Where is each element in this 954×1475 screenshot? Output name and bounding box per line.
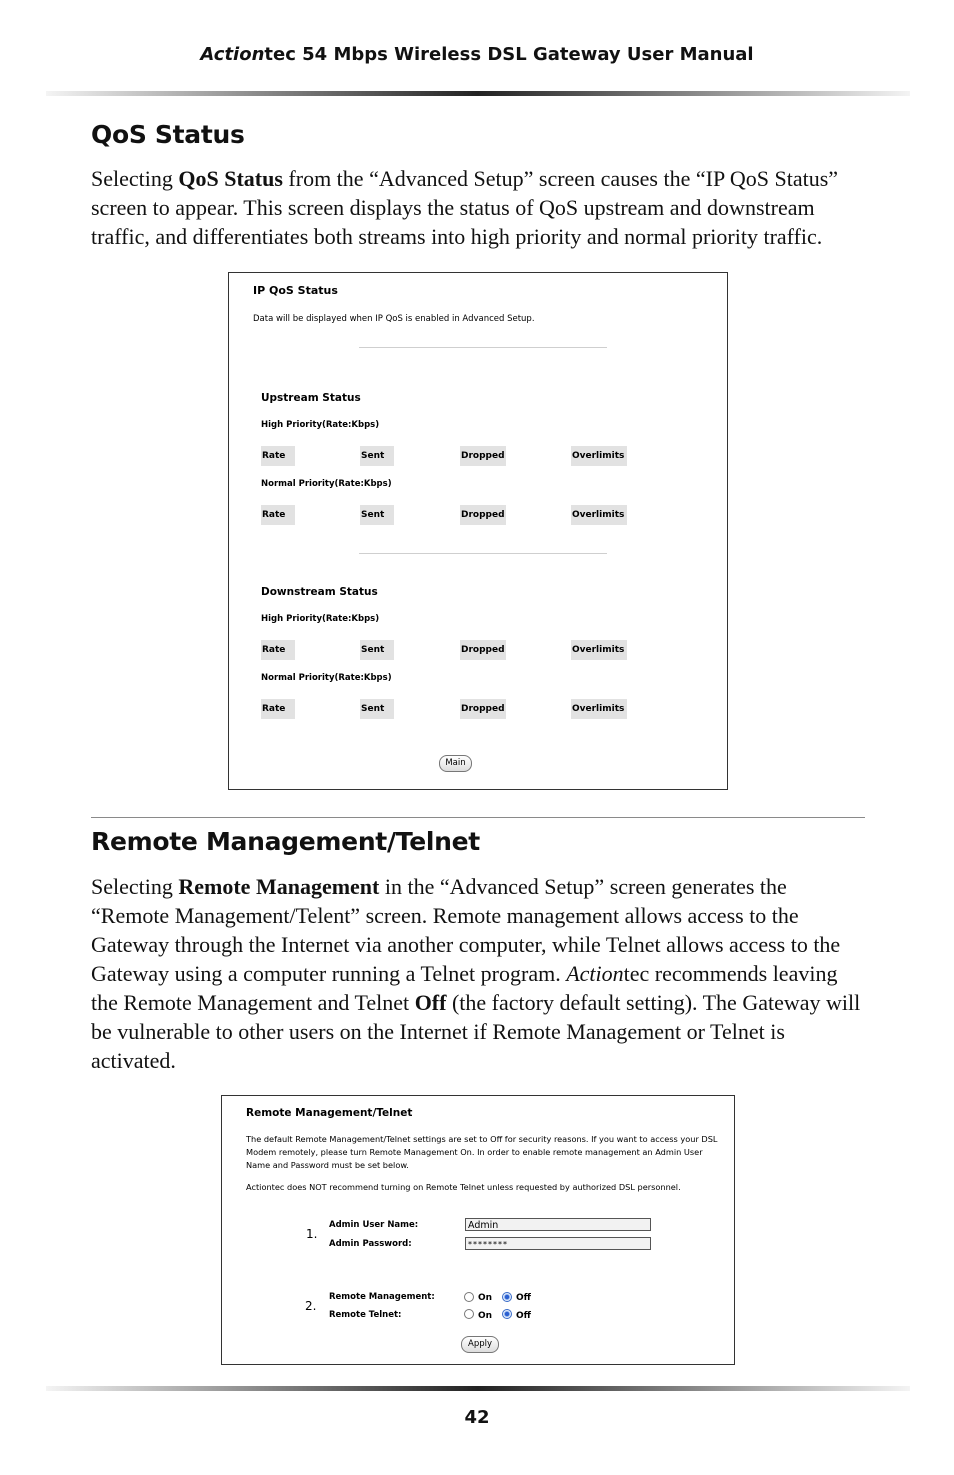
running-header: Actiontec 54 Mbps Wireless DSL Gateway User Manual xyxy=(200,44,754,65)
qos-status-heading: QoS Status xyxy=(91,120,245,149)
qos-status-paragraph: Selecting QoS Status from the “Advanced Setup” screen causes the “IP QoS Status” screen to appear. This screen displays the status of QoS upstream and downstream traffic, and differentiates both streams into high priority and normal priority traffic. xyxy=(91,166,839,249)
upstream-high-dropped: Dropped xyxy=(460,446,506,466)
downstream-high-rate: Rate xyxy=(261,640,295,660)
header-rule xyxy=(46,91,910,96)
qos-screen-title: IP QoS Status xyxy=(253,284,338,297)
remote-screen-title: Remote Management/Telnet xyxy=(246,1107,413,1119)
apply-button[interactable]: Apply xyxy=(461,1336,499,1353)
downstream-normal-label: Normal Priority(Rate:Kbps) xyxy=(261,673,392,683)
remote-note-2: Actiontec does NOT recommend turning on Remote Telnet unless requested by authorized DSL personnel. xyxy=(246,1182,681,1192)
downstream-normal-rate: Rate xyxy=(261,699,295,719)
admin-user-input[interactable]: Admin xyxy=(465,1218,651,1231)
remote-note-1: The default Remote Management/Telnet settings are set to Off for security reasons. If you want to access your DSL Modem remotely, please turn Remote Management On. In order to enable remote management an Admin User Name and Password must be set below. xyxy=(246,1134,718,1170)
footer-rule xyxy=(46,1386,910,1391)
remote-management-on-label: On xyxy=(478,1293,493,1303)
upstream-normal-rate: Rate xyxy=(261,505,295,525)
page-number: 42 xyxy=(464,1407,490,1428)
main-button[interactable]: Main xyxy=(439,755,472,772)
remote-management-screenshot xyxy=(221,1095,735,1365)
upstream-title: Upstream Status xyxy=(261,392,361,404)
remote-management-heading: Remote Management/Telnet xyxy=(91,827,480,856)
downstream-high-overlimits: Overlimits xyxy=(571,640,627,660)
admin-password-input[interactable]: ******** xyxy=(465,1237,651,1250)
downstream-high-dropped: Dropped xyxy=(460,640,506,660)
remote-telnet-label: Remote Telnet: xyxy=(329,1310,402,1320)
section-divider xyxy=(91,817,865,818)
upstream-high-sent: Sent xyxy=(360,446,394,466)
qos-status-screenshot xyxy=(228,272,728,790)
divider xyxy=(359,553,607,554)
admin-user-label: Admin User Name: xyxy=(329,1220,419,1230)
downstream-title: Downstream Status xyxy=(261,586,378,598)
upstream-normal-overlimits: Overlimits xyxy=(571,505,627,525)
upstream-high-overlimits: Overlimits xyxy=(571,446,627,466)
upstream-high-label: High Priority(Rate:Kbps) xyxy=(261,420,380,430)
upstream-normal-dropped: Dropped xyxy=(460,505,506,525)
remote-management-label: Remote Management: xyxy=(329,1292,435,1302)
step-2-number: 2. xyxy=(305,1299,317,1313)
qos-note: Data will be displayed when IP QoS is enabled in Advanced Setup. xyxy=(253,314,535,324)
remote-telnet-off-label: Off xyxy=(516,1311,531,1321)
remote-management-paragraph: Selecting Remote Management in the “Advanced Setup” screen generates the “Remote Management/Telent” screen. Remote management allows access to the Gateway through the Internet via another computer, while Telnet allows access to the Gateway using a computer running a Telnet program. Actiontec recommends leaving the Remote Management and Telnet Off (the factory default setting). The Gateway will be vulnerable to other users on the Internet if Remote Management or Telnet is activated. xyxy=(91,874,861,1073)
upstream-high-rate: Rate xyxy=(261,446,295,466)
upstream-normal-sent: Sent xyxy=(360,505,394,525)
downstream-normal-dropped: Dropped xyxy=(460,699,506,719)
upstream-normal-label: Normal Priority(Rate:Kbps) xyxy=(261,479,392,489)
admin-password-label: Admin Password: xyxy=(329,1239,412,1249)
downstream-high-label: High Priority(Rate:Kbps) xyxy=(261,614,380,624)
remote-telnet-on-radio[interactable] xyxy=(464,1309,474,1319)
step-1-number: 1. xyxy=(306,1227,318,1241)
remote-telnet-on-label: On xyxy=(478,1311,493,1321)
remote-management-off-label: Off xyxy=(516,1293,531,1303)
remote-management-off-radio[interactable] xyxy=(502,1292,512,1302)
remote-management-on-radio[interactable] xyxy=(464,1292,474,1302)
remote-telnet-off-radio[interactable] xyxy=(502,1309,512,1319)
downstream-normal-sent: Sent xyxy=(360,699,394,719)
downstream-high-sent: Sent xyxy=(360,640,394,660)
downstream-normal-overlimits: Overlimits xyxy=(571,699,627,719)
divider xyxy=(359,347,607,348)
